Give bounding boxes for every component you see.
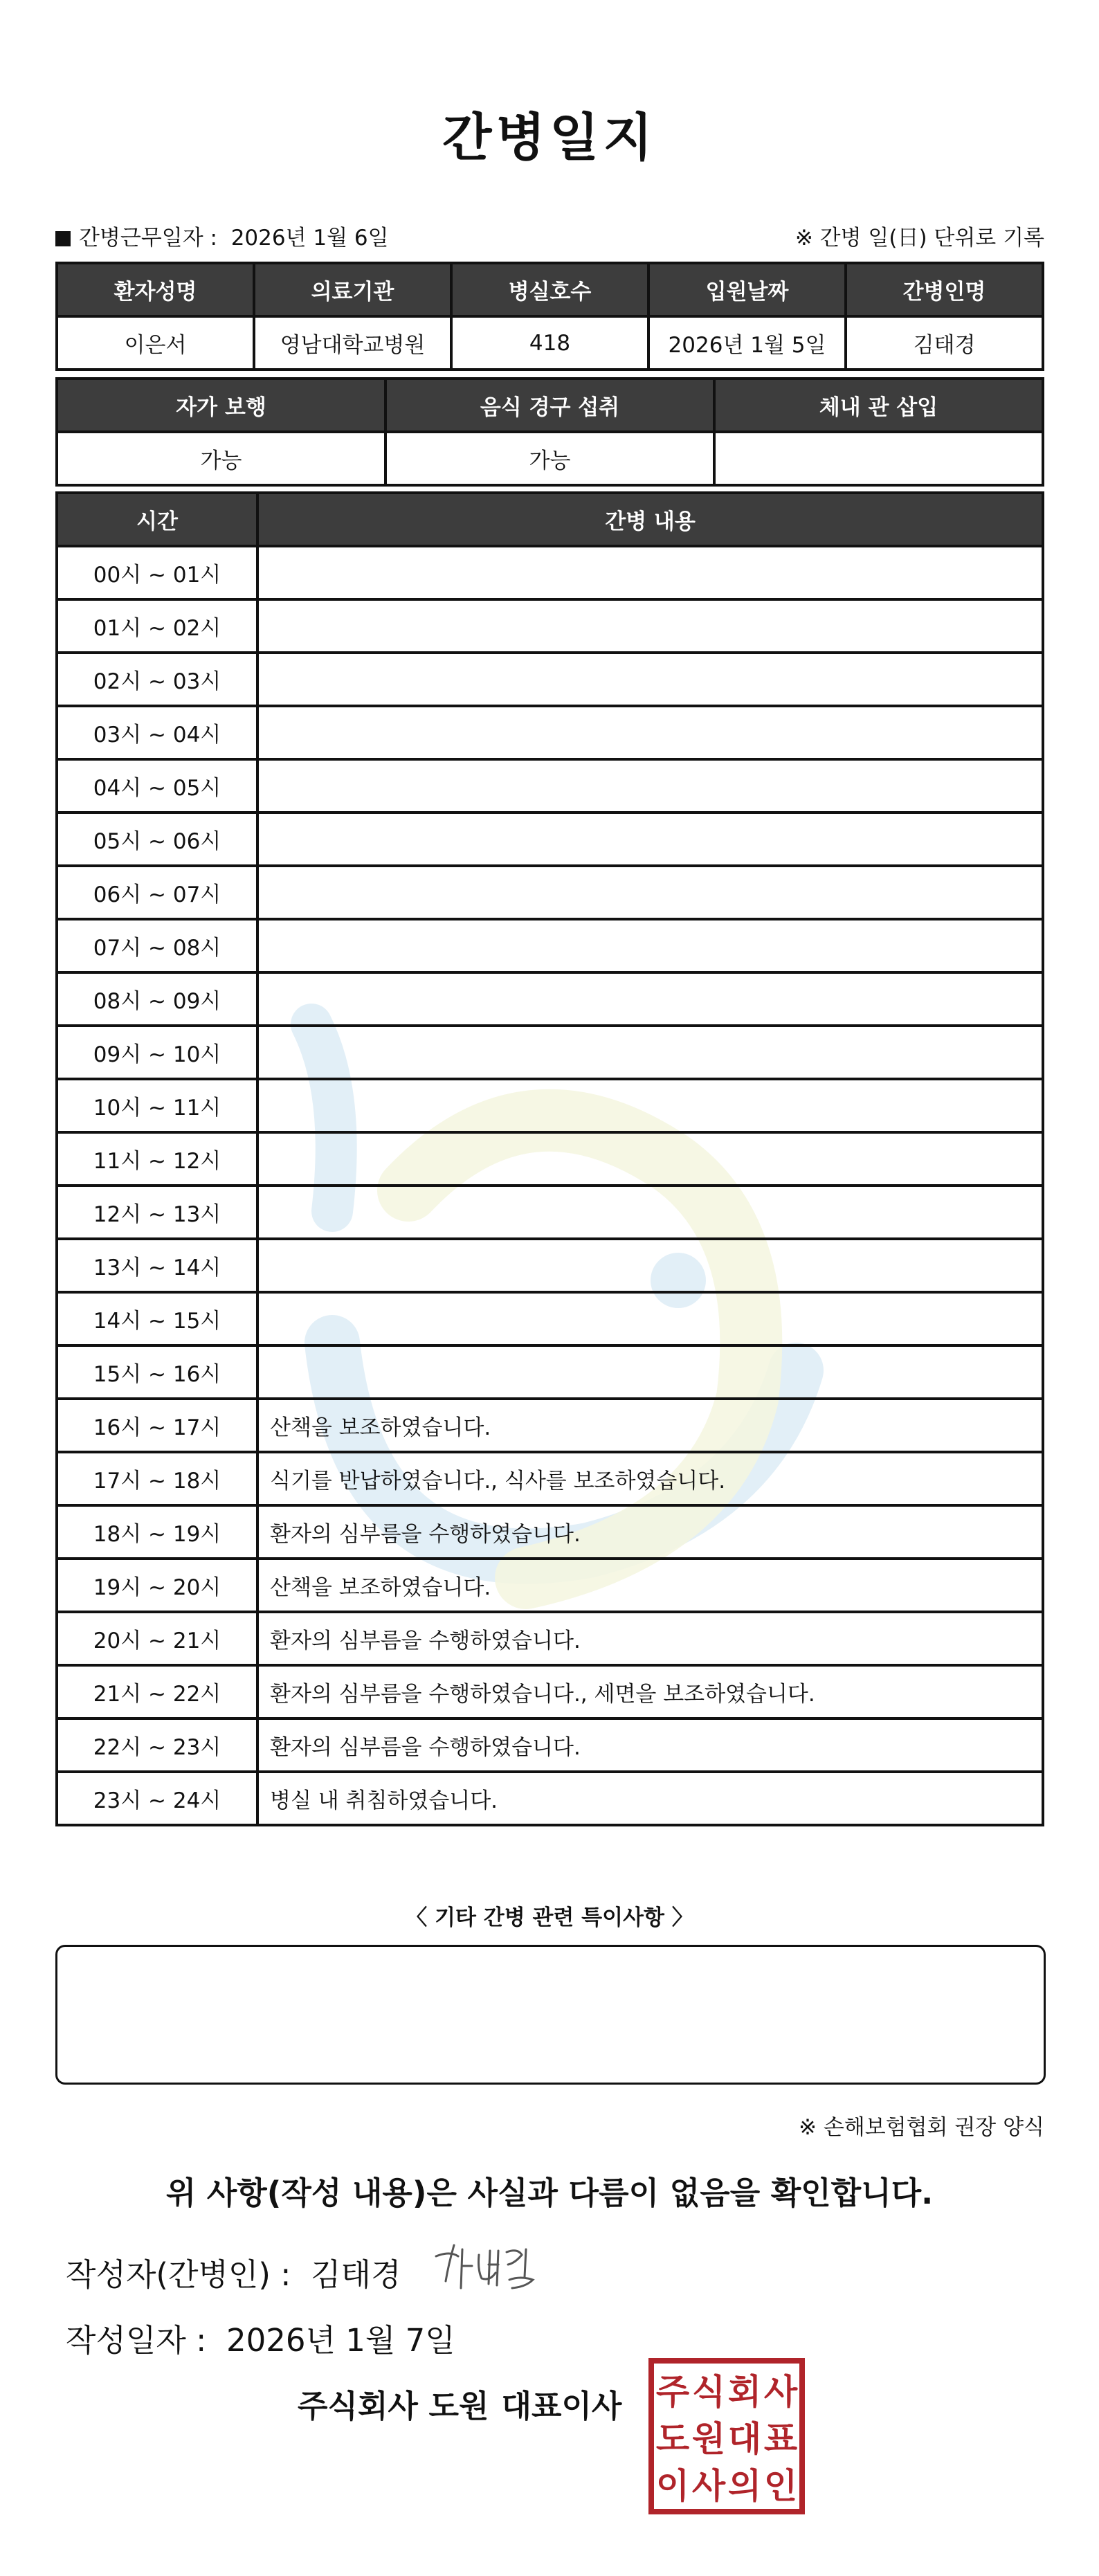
- log-row: [57, 813, 1043, 866]
- oral-intake-value: 가능: [385, 432, 714, 485]
- log-row: [57, 972, 1043, 1026]
- log-time-cell: 06시 ~ 07시: [57, 866, 257, 919]
- work-date-value: 2026년 1월 6일: [230, 226, 389, 251]
- log-row: [57, 1026, 1043, 1079]
- log-time-cell: 23시 ~ 24시: [57, 1772, 257, 1825]
- log-note-cell: [257, 1079, 1043, 1132]
- log-time-cell: 02시 ~ 03시: [57, 653, 257, 706]
- log-row: [57, 1345, 1043, 1399]
- log-time-cell: 08시 ~ 09시: [57, 972, 257, 1026]
- log-time-cell: 18시 ~ 19시: [57, 1505, 257, 1559]
- work-date-line: [55, 220, 389, 251]
- log-row: [57, 599, 1043, 653]
- log-note-cell: 환자의 심부름을 수행하였습니다.: [257, 1718, 1043, 1772]
- log-note-cell: [257, 1345, 1043, 1399]
- log-time-cell: 01시 ~ 02시: [57, 599, 257, 653]
- log-row: [57, 653, 1043, 706]
- log-time-cell: 14시 ~ 15시: [57, 1292, 257, 1345]
- document-title: 간병일지: [442, 108, 657, 167]
- hospital-header: 의료기관: [254, 263, 451, 316]
- tube-insertion-header: 체내 관 삽입: [714, 379, 1043, 432]
- patient-info-table: [55, 262, 1044, 371]
- log-note-cell: [257, 1132, 1043, 1186]
- hospital-value: 영남대학교병원: [254, 316, 451, 370]
- company-title: 대표이사: [501, 2388, 622, 2424]
- confirmation-statement: 위 사항(작성 내용)은 사실과 다름이 없음을 확인합니다.: [165, 2175, 934, 2211]
- log-row: [57, 1612, 1043, 1665]
- svg-text:대: 대: [727, 2419, 762, 2459]
- room-header: 병실호수: [451, 263, 648, 316]
- author-name: 김태경: [311, 2256, 401, 2293]
- tube-insertion-value: [714, 432, 1043, 485]
- date-line: [66, 2315, 455, 2360]
- svg-text:사: 사: [763, 2372, 798, 2412]
- log-time-cell: 17시 ~ 18시: [57, 1452, 257, 1505]
- hourly-log-table: [55, 491, 1044, 1826]
- log-note-cell: 산책을 보조하였습니다.: [257, 1559, 1043, 1612]
- log-header-row: [57, 493, 1043, 546]
- log-row: [57, 1186, 1043, 1239]
- condition-header-row: [57, 379, 1043, 432]
- log-row: [57, 546, 1043, 599]
- log-row: [57, 919, 1043, 972]
- remarks-box: [55, 1945, 1046, 2085]
- log-time-cell: 04시 ~ 05시: [57, 759, 257, 813]
- svg-text:이: 이: [655, 2466, 690, 2506]
- log-time-cell: 09시 ~ 10시: [57, 1026, 257, 1079]
- log-note-cell: 환자의 심부름을 수행하였습니다., 세면을 보조하였습니다.: [257, 1665, 1043, 1718]
- log-row: [57, 1559, 1043, 1612]
- remarks-label: 〈 기타 간병 관련 특이사항 〉: [406, 1905, 693, 1930]
- recommendation-note: ※ 손해보험협회 권장 양식: [799, 2115, 1044, 2140]
- author-label: 작성자(간병인) :: [66, 2256, 291, 2293]
- room-value: 418: [451, 316, 648, 370]
- date-label: 작성일자 :: [66, 2322, 207, 2359]
- log-time-cell: 16시 ~ 17시: [57, 1399, 257, 1452]
- log-time-cell: 11시 ~ 12시: [57, 1132, 257, 1186]
- log-time-cell: 19시 ~ 20시: [57, 1559, 257, 1612]
- log-time-cell: 22시 ~ 23시: [57, 1718, 257, 1772]
- log-note-cell: 산책을 보조하였습니다.: [257, 1399, 1043, 1452]
- svg-text:원: 원: [691, 2419, 726, 2459]
- company-name: 주식회사 도원: [298, 2388, 489, 2424]
- log-row: [57, 1292, 1043, 1345]
- svg-text:인: 인: [763, 2466, 798, 2506]
- svg-text:회: 회: [727, 2372, 762, 2412]
- log-note-cell: 식기를 반납하였습니다., 식사를 보조하였습니다.: [257, 1452, 1043, 1505]
- svg-text:의: 의: [727, 2466, 762, 2506]
- svg-text:식: 식: [691, 2372, 726, 2412]
- svg-text:도: 도: [655, 2419, 690, 2459]
- svg-text:사: 사: [691, 2466, 726, 2506]
- patient-info-header-row: [57, 263, 1043, 316]
- svg-text:표: 표: [763, 2419, 798, 2459]
- company-seal-stamp: [647, 2357, 806, 2516]
- care-content-header: 간병 내용: [257, 493, 1043, 546]
- log-note-cell: [257, 866, 1043, 919]
- log-note-cell: [257, 759, 1043, 813]
- date-value: 2026년 1월 7일: [226, 2322, 455, 2359]
- log-time-cell: 21시 ~ 22시: [57, 1665, 257, 1718]
- log-time-cell: 15시 ~ 16시: [57, 1345, 257, 1399]
- log-row: [57, 759, 1043, 813]
- log-row: [57, 1239, 1043, 1292]
- admission-date-value: 2026년 1월 5일: [648, 316, 846, 370]
- time-header: 시간: [57, 493, 257, 546]
- log-note-cell: 환자의 심부름을 수행하였습니다.: [257, 1612, 1043, 1665]
- log-row: [57, 1718, 1043, 1772]
- work-date-label: 간병근무일자 :: [79, 226, 217, 251]
- patient-info-value-row: [57, 316, 1043, 370]
- handwritten-signature: [429, 2235, 547, 2298]
- self-walking-value: 가능: [57, 432, 385, 485]
- log-note-cell: [257, 919, 1043, 972]
- log-note-cell: [257, 653, 1043, 706]
- log-row: [57, 1452, 1043, 1505]
- condition-table: [55, 377, 1044, 487]
- log-row: [57, 706, 1043, 759]
- log-row: [57, 866, 1043, 919]
- condition-value-row: [57, 432, 1043, 485]
- oral-intake-header: 음식 경구 섭취: [385, 379, 714, 432]
- log-row: [57, 1772, 1043, 1825]
- patient-name-header: 환자성명: [57, 263, 254, 316]
- log-note-cell: 환자의 심부름을 수행하였습니다.: [257, 1505, 1043, 1559]
- log-note-cell: [257, 546, 1043, 599]
- log-note-cell: [257, 1292, 1043, 1345]
- log-note-cell: 병실 내 취침하였습니다.: [257, 1772, 1043, 1825]
- log-time-cell: 05시 ~ 06시: [57, 813, 257, 866]
- log-row: [57, 1079, 1043, 1132]
- log-note-cell: [257, 599, 1043, 653]
- self-walking-header: 자가 보행: [57, 379, 385, 432]
- log-note-cell: [257, 706, 1043, 759]
- company-signature-line: [298, 2381, 621, 2426]
- log-note-cell: [257, 1239, 1043, 1292]
- log-time-cell: 03시 ~ 04시: [57, 706, 257, 759]
- log-row: [57, 1132, 1043, 1186]
- log-note-cell: [257, 1026, 1043, 1079]
- patient-name-value: 이은서: [57, 316, 254, 370]
- log-time-cell: 13시 ~ 14시: [57, 1239, 257, 1292]
- log-note-cell: [257, 972, 1043, 1026]
- log-time-cell: 12시 ~ 13시: [57, 1186, 257, 1239]
- caregiver-header: 간병인명: [846, 263, 1043, 316]
- unit-note: ※ 간병 일(日) 단위로 기록: [794, 226, 1044, 251]
- bullet-square-icon: [55, 231, 71, 246]
- log-time-cell: 10시 ~ 11시: [57, 1079, 257, 1132]
- log-note-cell: [257, 813, 1043, 866]
- log-body: [57, 546, 1043, 1825]
- admission-date-header: 입원날짜: [648, 263, 846, 316]
- log-row: [57, 1399, 1043, 1452]
- caregiver-value: 김태경: [846, 316, 1043, 370]
- log-note-cell: [257, 1186, 1043, 1239]
- author-line: [66, 2249, 401, 2294]
- log-row: [57, 1505, 1043, 1559]
- svg-text:주: 주: [655, 2372, 690, 2412]
- log-time-cell: 07시 ~ 08시: [57, 919, 257, 972]
- log-time-cell: 00시 ~ 01시: [57, 546, 257, 599]
- log-time-cell: 20시 ~ 21시: [57, 1612, 257, 1665]
- log-row: [57, 1665, 1043, 1718]
